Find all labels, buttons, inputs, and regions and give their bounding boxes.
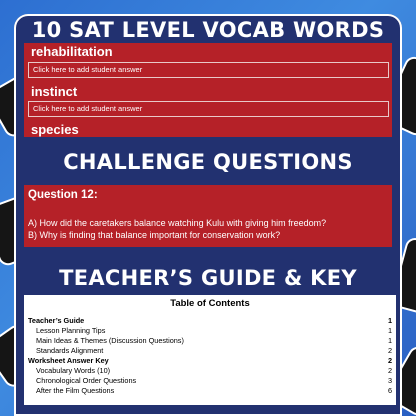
- toc-label: Standards Alignment: [36, 346, 104, 355]
- vocab-word: instinct: [31, 84, 78, 99]
- toc-row: [28, 366, 392, 376]
- teachers-guide-heading: TEACHER’S GUIDE & KEY: [59, 266, 357, 290]
- table-of-contents: [24, 295, 396, 405]
- toc-page: 1: [387, 326, 392, 335]
- question-line: B) Why is finding that balance important for conservation work?: [28, 230, 281, 240]
- toc-label: After the Film Questions: [36, 386, 115, 395]
- toc-row: [28, 376, 392, 386]
- toc-title: Table of Contents: [170, 298, 250, 309]
- toc-row: [28, 386, 392, 396]
- student-answer-field[interactable]: Click here to add student answer: [28, 101, 389, 117]
- toc-label: Main Ideas & Themes (Discussion Questions): [36, 336, 184, 345]
- student-answer-field[interactable]: Click here to add student answer: [28, 62, 389, 78]
- vocab-word-block: [24, 120, 392, 137]
- toc-row: [28, 356, 392, 366]
- question-line: A) How did the caretakers balance watching Kulu with giving him freedom?: [28, 218, 327, 228]
- toc-page: 6: [387, 386, 392, 395]
- toc-row: [28, 316, 392, 326]
- challenge-heading: CHALLENGE QUESTIONS: [63, 150, 353, 174]
- toc-row: [28, 336, 392, 346]
- toc-label: Lesson Planning Tips: [36, 326, 106, 335]
- vocab-word: rehabilitation: [31, 44, 113, 59]
- toc-label: Teacher’s Guide: [28, 316, 85, 325]
- toc-row: [28, 346, 392, 356]
- toc-label: Worksheet Answer Key: [28, 356, 109, 365]
- toc-page: 2: [387, 366, 392, 375]
- toc-page: 1: [387, 336, 392, 345]
- toc-page: 2: [387, 346, 392, 355]
- vocab-heading: 10 SAT LEVEL VOCAB WORDS: [31, 18, 385, 42]
- toc-page: 1: [387, 316, 392, 325]
- toc-label: Vocabulary Words (10): [36, 366, 111, 375]
- toc-page: 2: [387, 356, 392, 365]
- toc-row: [28, 326, 392, 336]
- question-label: Question 12:: [28, 189, 98, 201]
- toc-label: Chronological Order Questions: [36, 376, 137, 385]
- toc-page: 3: [387, 376, 392, 385]
- vocab-word: species: [31, 122, 79, 137]
- challenge-question-box: [24, 185, 392, 247]
